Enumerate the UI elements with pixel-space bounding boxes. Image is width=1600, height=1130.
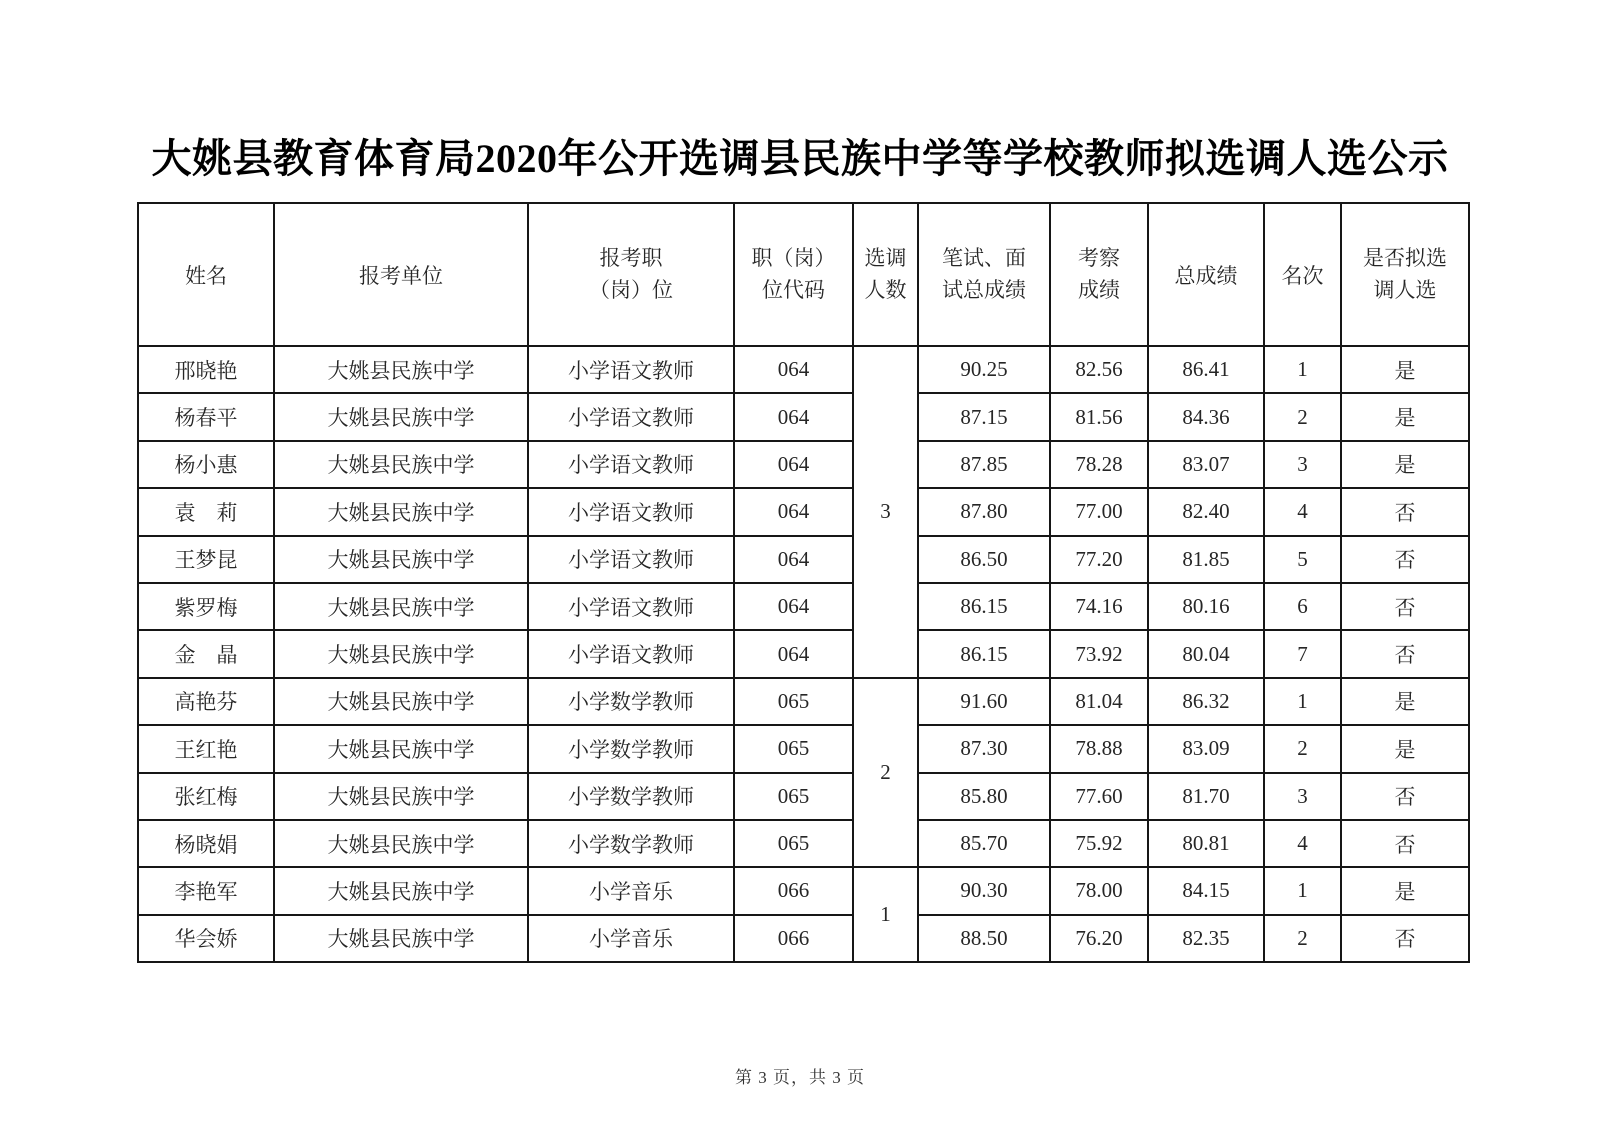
table-row — [138, 630, 1469, 677]
name-cell: 杨晓娟 — [138, 820, 274, 867]
inspection-score-cell: 81.04 — [1050, 678, 1148, 725]
unit-cell: 大姚县民族中学 — [274, 915, 528, 962]
col-header-position — [528, 203, 734, 346]
col-header-code — [734, 203, 853, 346]
unit-cell: 大姚县民族中学 — [274, 630, 528, 677]
table-row — [138, 441, 1469, 488]
selected-cell: 否 — [1341, 773, 1469, 820]
position-cell: 小学语文教师 — [528, 441, 734, 488]
total-score-cell: 80.81 — [1148, 820, 1264, 867]
code-cell: 065 — [734, 773, 853, 820]
inspection-score-cell: 77.00 — [1050, 488, 1148, 535]
inspection-score-cell: 78.00 — [1050, 867, 1148, 914]
table-row — [138, 488, 1469, 535]
results-table — [137, 202, 1470, 963]
table-row — [138, 867, 1469, 914]
total-score-cell: 81.70 — [1148, 773, 1264, 820]
name-cell: 袁 莉 — [138, 488, 274, 535]
selected-cell: 是 — [1341, 441, 1469, 488]
exam-score-cell: 87.15 — [918, 393, 1050, 440]
total-score-cell: 83.07 — [1148, 441, 1264, 488]
selected-cell: 是 — [1341, 346, 1469, 393]
code-cell: 064 — [734, 488, 853, 535]
col-header-exam — [918, 203, 1050, 346]
rank-cell: 3 — [1264, 441, 1341, 488]
exam-score-cell: 87.30 — [918, 725, 1050, 772]
rank-cell: 2 — [1264, 393, 1341, 440]
quota-cell: 1 — [853, 867, 918, 962]
total-score-cell: 82.35 — [1148, 915, 1264, 962]
unit-cell: 大姚县民族中学 — [274, 441, 528, 488]
selected-cell: 否 — [1341, 820, 1469, 867]
selected-cell: 否 — [1341, 488, 1469, 535]
code-cell: 066 — [734, 867, 853, 914]
page-title: 大姚县教育体育局2020年公开选调县民族中学等学校教师拟选调人选公示 — [151, 136, 1449, 181]
unit-cell: 大姚县民族中学 — [274, 820, 528, 867]
inspection-score-cell: 73.92 — [1050, 630, 1148, 677]
col-header-exam-line2: 试总成绩 — [942, 277, 1026, 302]
inspection-score-cell: 78.88 — [1050, 725, 1148, 772]
selected-cell: 是 — [1341, 393, 1469, 440]
position-cell: 小学数学教师 — [528, 678, 734, 725]
exam-score-cell: 86.15 — [918, 583, 1050, 630]
col-header-rank: 名次 — [1264, 203, 1341, 346]
unit-cell: 大姚县民族中学 — [274, 678, 528, 725]
total-score-cell: 86.41 — [1148, 346, 1264, 393]
rank-cell: 5 — [1264, 536, 1341, 583]
table-row — [138, 725, 1469, 772]
selected-cell: 是 — [1341, 725, 1469, 772]
col-header-selected-line2: 调人选 — [1373, 277, 1437, 302]
position-cell: 小学音乐 — [528, 915, 734, 962]
inspection-score-cell: 81.56 — [1050, 393, 1148, 440]
col-header-quota-line1: 选调 — [864, 246, 907, 270]
col-header-quota-line2: 人数 — [864, 277, 907, 302]
exam-score-cell: 87.85 — [918, 441, 1050, 488]
exam-score-cell: 87.80 — [918, 488, 1050, 535]
position-cell: 小学语文教师 — [528, 393, 734, 440]
rank-cell: 4 — [1264, 488, 1341, 535]
rank-cell: 1 — [1264, 346, 1341, 393]
rank-cell: 2 — [1264, 915, 1341, 962]
position-cell: 小学语文教师 — [528, 536, 734, 583]
rank-cell: 1 — [1264, 867, 1341, 914]
code-cell: 064 — [734, 583, 853, 630]
quota-cell: 2 — [853, 678, 918, 868]
code-cell: 066 — [734, 915, 853, 962]
col-header-position-line2: （岗）位 — [589, 277, 673, 302]
total-score-cell: 84.15 — [1148, 867, 1264, 914]
name-cell: 王红艳 — [138, 725, 274, 772]
unit-cell: 大姚县民族中学 — [274, 725, 528, 772]
position-cell: 小学语文教师 — [528, 630, 734, 677]
table-row — [138, 678, 1469, 725]
inspection-score-cell: 77.60 — [1050, 773, 1148, 820]
col-header-exam-line1: 笔试、面 — [942, 246, 1026, 270]
inspection-score-cell: 77.20 — [1050, 536, 1148, 583]
unit-cell: 大姚县民族中学 — [274, 773, 528, 820]
col-header-name: 姓名 — [138, 203, 274, 346]
inspection-score-cell: 76.20 — [1050, 915, 1148, 962]
table-row — [138, 820, 1469, 867]
position-cell: 小学数学教师 — [528, 773, 734, 820]
name-cell: 高艳芬 — [138, 678, 274, 725]
position-cell: 小学语文教师 — [528, 346, 734, 393]
unit-cell: 大姚县民族中学 — [274, 867, 528, 914]
name-cell: 王梦昆 — [138, 536, 274, 583]
unit-cell: 大姚县民族中学 — [274, 488, 528, 535]
code-cell: 065 — [734, 820, 853, 867]
name-cell: 华会娇 — [138, 915, 274, 962]
col-header-code-line2: 位代码 — [762, 277, 825, 302]
col-header-code-line1: 职（岗） — [751, 246, 836, 270]
code-cell: 064 — [734, 393, 853, 440]
code-cell: 065 — [734, 725, 853, 772]
col-header-position-line1: 报考职 — [599, 246, 663, 270]
position-cell: 小学语文教师 — [528, 488, 734, 535]
code-cell: 064 — [734, 441, 853, 488]
col-header-unit: 报考单位 — [274, 203, 528, 346]
code-cell: 064 — [734, 346, 853, 393]
unit-cell: 大姚县民族中学 — [274, 346, 528, 393]
selected-cell: 否 — [1341, 583, 1469, 630]
exam-score-cell: 90.30 — [918, 867, 1050, 914]
code-cell: 064 — [734, 536, 853, 583]
total-score-cell: 80.16 — [1148, 583, 1264, 630]
unit-cell: 大姚县民族中学 — [274, 393, 528, 440]
selected-cell: 否 — [1341, 630, 1469, 677]
exam-score-cell: 86.50 — [918, 536, 1050, 583]
rank-cell: 1 — [1264, 678, 1341, 725]
col-header-selected — [1341, 203, 1469, 346]
rank-cell: 4 — [1264, 820, 1341, 867]
table-row — [138, 393, 1469, 440]
quota-cell: 3 — [853, 346, 918, 678]
col-header-inspection — [1050, 203, 1148, 346]
position-cell: 小学数学教师 — [528, 820, 734, 867]
code-cell: 064 — [734, 630, 853, 677]
total-score-cell: 80.04 — [1148, 630, 1264, 677]
name-cell: 杨小惠 — [138, 441, 274, 488]
col-header-total: 总成绩 — [1148, 203, 1264, 346]
selected-cell: 否 — [1341, 536, 1469, 583]
table-row — [138, 915, 1469, 962]
name-cell: 张红梅 — [138, 773, 274, 820]
table-row — [138, 773, 1469, 820]
exam-score-cell: 91.60 — [918, 678, 1050, 725]
header-row — [138, 203, 1469, 346]
rank-cell: 6 — [1264, 583, 1341, 630]
unit-cell: 大姚县民族中学 — [274, 583, 528, 630]
name-cell: 邢晓艳 — [138, 346, 274, 393]
total-score-cell: 82.40 — [1148, 488, 1264, 535]
inspection-score-cell: 78.28 — [1050, 441, 1148, 488]
name-cell: 紫罗梅 — [138, 583, 274, 630]
rank-cell: 7 — [1264, 630, 1341, 677]
col-header-quota — [853, 203, 918, 346]
total-score-cell: 84.36 — [1148, 393, 1264, 440]
col-header-selected-line1: 是否拟选 — [1363, 246, 1447, 270]
unit-cell: 大姚县民族中学 — [274, 536, 528, 583]
name-cell: 李艳军 — [138, 867, 274, 914]
table-row — [138, 346, 1469, 393]
rank-cell: 2 — [1264, 725, 1341, 772]
col-header-inspection-line1: 考察 — [1078, 246, 1120, 270]
selected-cell: 是 — [1341, 867, 1469, 914]
code-cell: 065 — [734, 678, 853, 725]
inspection-score-cell: 82.56 — [1050, 346, 1148, 393]
total-score-cell: 86.32 — [1148, 678, 1264, 725]
inspection-score-cell: 75.92 — [1050, 820, 1148, 867]
name-cell: 杨春平 — [138, 393, 274, 440]
total-score-cell: 83.09 — [1148, 725, 1264, 772]
name-cell: 金 晶 — [138, 630, 274, 677]
exam-score-cell: 88.50 — [918, 915, 1050, 962]
selected-cell: 是 — [1341, 678, 1469, 725]
exam-score-cell: 85.70 — [918, 820, 1050, 867]
position-cell: 小学语文教师 — [528, 583, 734, 630]
rank-cell: 3 — [1264, 773, 1341, 820]
selected-cell: 否 — [1341, 915, 1469, 962]
total-score-cell: 81.85 — [1148, 536, 1264, 583]
exam-score-cell: 85.80 — [918, 773, 1050, 820]
exam-score-cell: 86.15 — [918, 630, 1050, 677]
inspection-score-cell: 74.16 — [1050, 583, 1148, 630]
page-footer: 第 3 页，共 3 页 — [735, 1068, 865, 1087]
position-cell: 小学音乐 — [528, 867, 734, 914]
table-row — [138, 583, 1469, 630]
table-row — [138, 536, 1469, 583]
position-cell: 小学数学教师 — [528, 725, 734, 772]
exam-score-cell: 90.25 — [918, 346, 1050, 393]
col-header-inspection-line2: 成绩 — [1078, 277, 1120, 302]
